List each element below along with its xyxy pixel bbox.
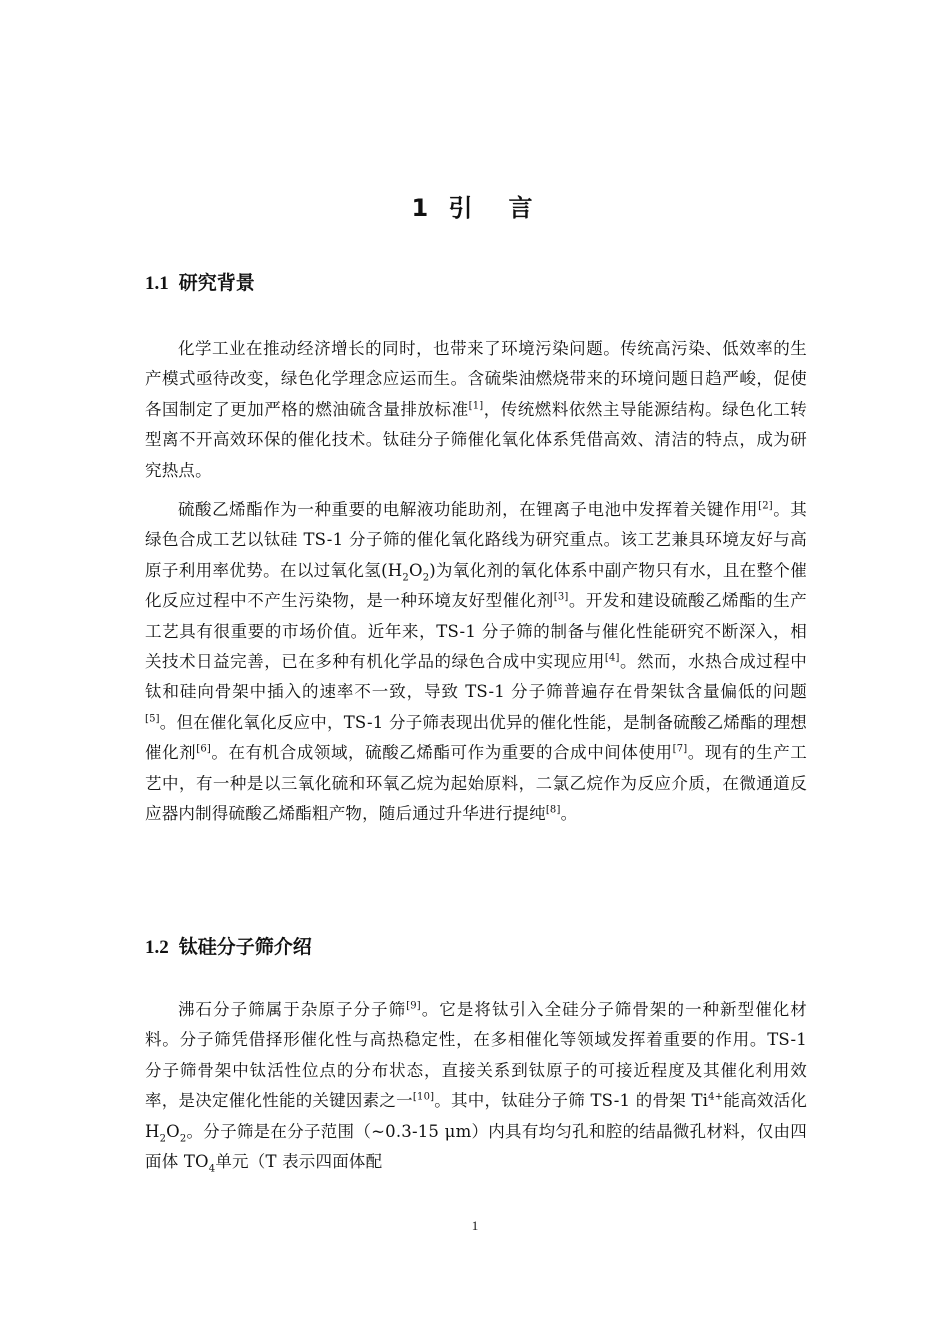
citation: [1] [468,400,484,412]
citation: [9] [406,1000,421,1012]
chapter-title: 1 引 言 [411,194,539,222]
text-run: 。开发和建设硫酸乙烯酯的生产工艺具有很重要的市场价值。近年来，TS-1 分子筛的制备与催化性能研究不断深入，相关技术日益完善，已在多种有机化学品的绿色合成中实现应用 [145,591,807,672]
page-number: 1 [471,1218,479,1233]
text-run: O [166,1121,180,1141]
text-run: 。其中，钛硅分子筛 TS-1 的骨架 Ti [434,1091,709,1111]
text-run: 。在有机合成领域，硫酸乙烯酯可作为重要的合成中间体使用 [211,743,673,763]
text-run: 。现有的生产工艺中，有一种是以三氧化硫和环氧乙烷为起始原料，二氯乙烷作为反应介质，在微通道反应器内制得硫酸乙烯酯粗产物，随后通过升华进行提纯 [145,743,807,824]
text-run: 。它是将钛引入全硅分子筛骨架的一种新型催化材料。分子筛凭借择形催化性与高热稳定性，在多相催化等领域发挥着重要的作用。TS-1 分子筛骨架中钛活性位点的分布状态，直接关系到钛原子的可接近程度及其催化利用效率，是决定催化性能的关键因素之一 [145,1000,807,1111]
text-run: )为氧化剂的氧化体系中副产物只有水，且在整个催化反应过程中不产生污染物，是一种环境友好型催化剂 [145,560,807,611]
citation: [2] [758,500,773,512]
text-run: 单元（T 表示四面体配 [215,1152,383,1172]
section-title: 钛硅分子筛介绍 [178,936,312,958]
text-run: 能高效活化 H [145,1091,808,1141]
section-heading-1-2 [145,932,312,959]
text-run: 硫酸乙烯酯作为一种重要的电解液功能助剂，在锂离子电池中发挥着关键作用 [178,500,759,519]
text-run: 。然而，水热合成过程中钛和硅向骨架中插入的速率不一致，导致 TS-1 分子筛普遍存在骨架钛含量偏低的问题 [145,652,807,702]
text-run: ，传统燃料依然主导能源结构。绿色化工转型离不开高效环保的催化技术。钛硅分子筛催化氧化体系凭借高效、清洁的特点，成为研究热点。 [145,399,807,480]
text-run: 化学工业在推动经济增长的同时，也带来了环境污染问题。传统高污染、低效率的生产模式亟待改变，绿色化学理念应运而生。含硫柴油燃烧带来的环境问题日趋严峻，促使各国制定了更加严格的燃油硫含量排放标准 [145,339,807,419]
superscript: 4+ [708,1091,724,1103]
citation: [8] [545,804,561,816]
citation: [6] [196,743,212,755]
subscript: 2 [159,1132,167,1144]
citation: [7] [672,743,688,755]
subscript: 4 [208,1163,216,1175]
paragraph-introduction-1 [145,995,807,1177]
text-run: 。其绿色合成工艺以钛硅 TS-1 分子筛的催化氧化路线为研究重点。该工艺兼具环境友好与高原子利用率优势。在以过氧化氢(H [145,500,807,580]
text-run: O [408,560,423,580]
paragraph-background-1 [145,334,807,486]
paragraph-background-2 [145,495,807,829]
citation: [5] [145,713,160,725]
subscript: 2 [402,572,409,584]
subscript: 2 [422,572,430,584]
citation: [3] [553,591,569,603]
text-run: 。但在催化氧化反应中，TS-1 分子筛表现出优异的催化性能，是制备硫酸乙烯酯的理想催化剂 [145,712,807,763]
text-run: 。 [560,804,578,824]
text-run: 沸石分子筛属于杂原子分子筛 [178,1000,407,1019]
section-number: 1.2 [145,937,169,958]
section-heading-1-1 [145,268,255,295]
text-run: 。分子筛是在分子范围（~0.3-15 μm）内具有均匀孔和腔的结晶微孔材料，仅由四面体 TO [145,1121,807,1172]
citation: [4] [604,652,620,664]
citation: [10] [412,1091,435,1103]
section-number: 1.1 [145,273,169,294]
subscript: 2 [179,1132,187,1144]
section-title: 研究背景 [178,272,255,294]
